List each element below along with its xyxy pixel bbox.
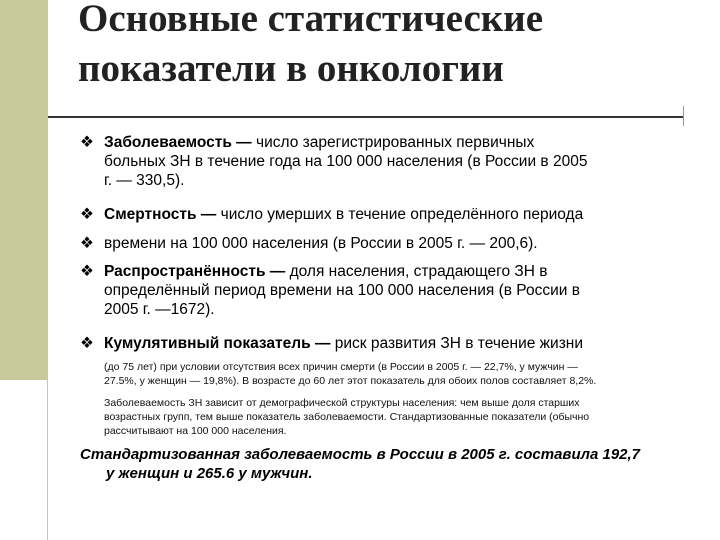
bullet-diamond-icon: ❖ [80, 134, 94, 151]
side-accent-line [47, 380, 48, 540]
note-cumulative: (до 75 лет) при условии отсутствия всех причин смерти (в России в 2005 г. — 22,7%, у мужчин — 27.5%, у женщин — 19,8%). В возрасте до 60 лет этот показатель для обоих полов составляет 8,2%. [104, 361, 597, 387]
bullet-term: Кумулятивный показатель — [104, 335, 331, 352]
note-demographics: Заболеваемость ЗН зависит от демографической структуры населения: чем выше доля старших возрастных групп, тем выше показатель заболеваемости. Стандартизованные показатели (обычно рассчитывают на 100 000 населения. [104, 397, 590, 437]
standardized-incidence-note: Стандартизованная заболеваемость в России в 2005 г. составила 192,7 у женщин и 265.6 у мужчин. [80, 446, 641, 482]
title-line-1: Основные статистические [78, 0, 544, 40]
bullet-term: Распространённость — [104, 263, 286, 280]
side-accent-bar [0, 0, 48, 380]
title-divider [48, 116, 684, 118]
title-line-2: показатели в онкологии [78, 47, 504, 90]
bullet-diamond-icon: ❖ [80, 235, 94, 252]
title-divider-tab [683, 106, 684, 126]
slide-title [78, 0, 698, 94]
bullet-diamond-icon: ❖ [80, 206, 94, 223]
bullet-term: Смертность — [104, 206, 217, 223]
bullet-diamond-icon: ❖ [80, 335, 94, 352]
bullet-term: Заболеваемость — [104, 134, 252, 151]
bullet-diamond-icon: ❖ [80, 263, 94, 280]
